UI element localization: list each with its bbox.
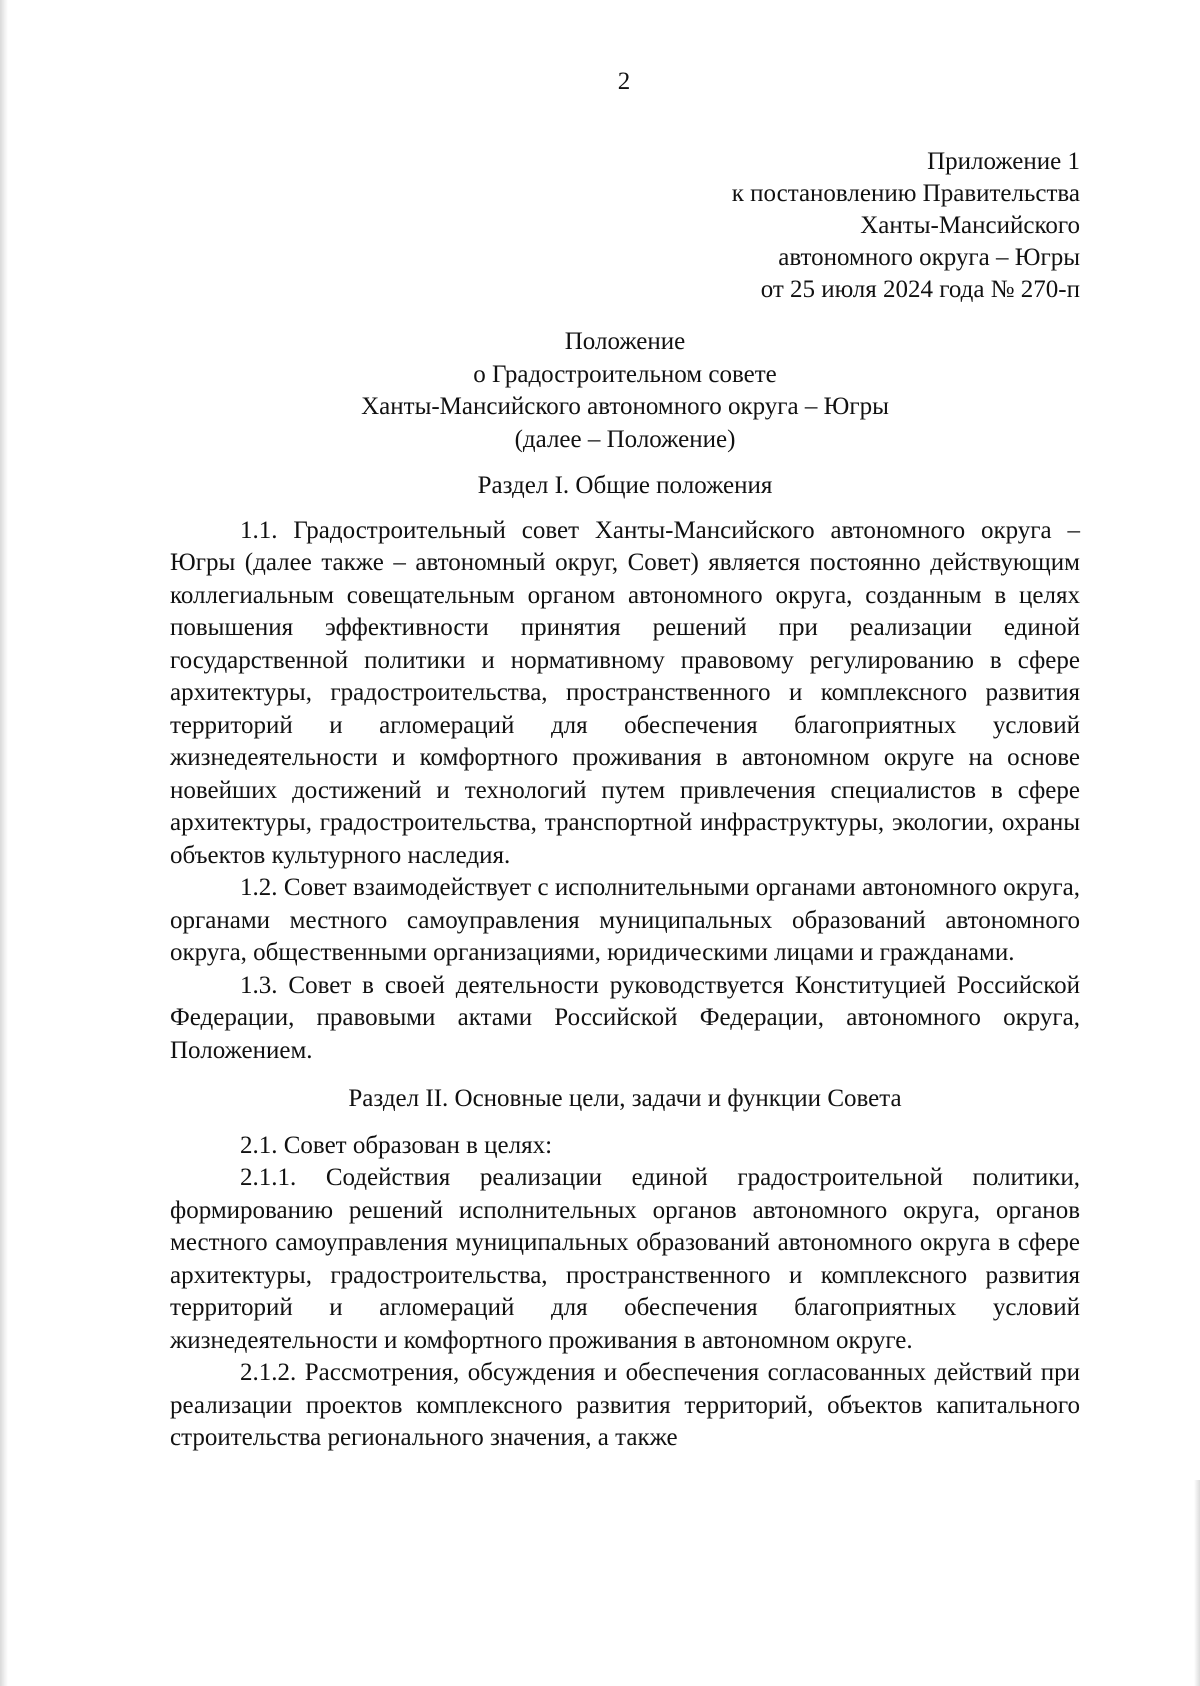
paragraph-1-2: 1.2. Совет взаимодействует с исполнительными органами автономного округа, органами местного самоуправления муниципальных образований автономного округа, общественными организациями, юридическими лицами и гражданами. — [170, 874, 1080, 966]
section-heading-1: Раздел I. Общие положения — [477, 472, 773, 499]
appendix-line: Приложение 1 — [927, 148, 1080, 175]
scan-edge-left — [0, 0, 8, 1686]
paragraph-2-1-2: 2.1.2. Рассмотрения, обсуждения и обеспечения согласованных действий при реализации проектов комплексного развития территорий, объектов капитального строительства регионального значения, а также — [170, 1359, 1080, 1451]
title-line: Ханты-Мансийского автономного округа – Югры — [361, 393, 889, 420]
paragraph-2-1-1: 2.1.1. Содействия реализации единой градостроительной политики, формированию решений исполнительных органов автономного округа, органов местного самоуправления муниципальных образований автономного округа в сфере архитектуры, градостроительства, пространственного и комплексного развития территорий и агломераций для обеспечения благоприятных условий жизнедеятельности и комфортного проживания в автономном округе. — [170, 1164, 1080, 1354]
paragraph-2-1: 2.1. Совет образован в целях: — [240, 1131, 553, 1159]
appendix-line: от 25 июля 2024 года № 270-п — [760, 276, 1080, 303]
document-title — [170, 326, 1080, 456]
appendix-line: к постановлению Правительства — [731, 180, 1080, 207]
title-line: (далее – Положение) — [514, 425, 736, 453]
appendix-line: автономного округа – Югры — [778, 244, 1080, 271]
document-content — [170, 146, 1080, 1455]
title-line: о Градостроительном совете — [473, 360, 777, 388]
section-heading-2: Раздел II. Основные цели, задачи и функции Совета — [348, 1085, 902, 1112]
title-line: Положение — [564, 328, 686, 355]
paragraph-1-3: 1.3. Совет в своей деятельности руководствуется Конституцией Российской Федерации, правовыми актами Российской Федерации, автономного округа, Положением. — [170, 971, 1080, 1064]
paragraph-1-1: 1.1. Градостроительный совет Ханты-Мансийского автономного округа – Югры (далее также – автономный округ, Совет) является постоянно действующим коллегиальным совещательным органом автономного округа, созданным в целях повышения эффективности принятия решений при реализации единой государственной политики и нормативному правовому регулированию в сфере архитектуры, градостроительства, пространственного и комплексного развития территорий и агломераций для обеспечения благоприятных условий жизнедеятельности и комфортного проживания в автономном округе на основе новейших достижений и технологий путем привлечения специалистов в сфере архитектуры, градостроительства, транспортной инфраструктуры, экологии, охраны объектов культурного наследия. — [170, 516, 1080, 869]
scan-edge-right — [1194, 1480, 1200, 1686]
appendix-block — [170, 146, 1080, 306]
page-number: 2 — [617, 68, 631, 95]
appendix-line: Ханты-Мансийского — [860, 212, 1080, 239]
